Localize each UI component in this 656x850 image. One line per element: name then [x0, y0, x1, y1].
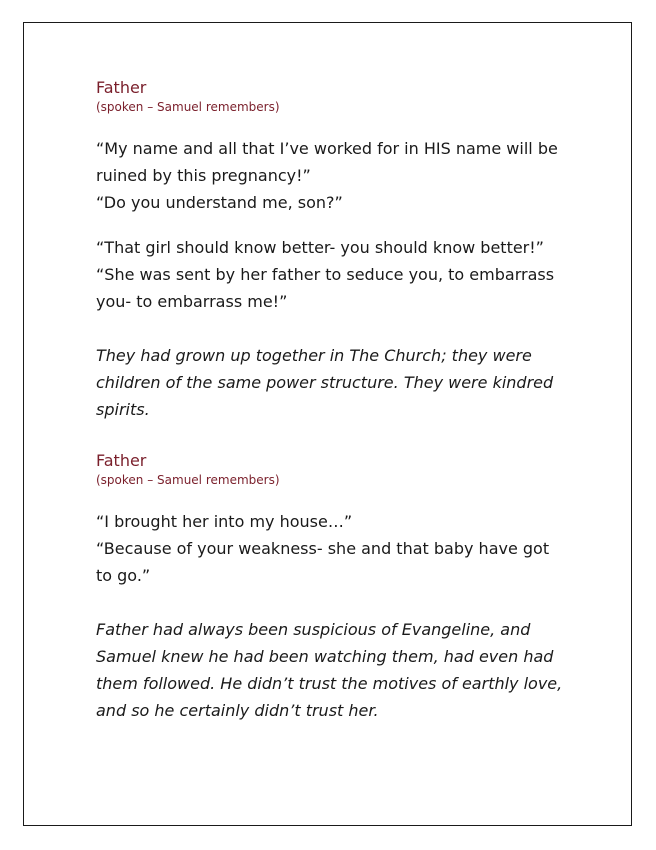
spacer	[96, 216, 576, 234]
dialogue-line: “Because of your weakness- she and that baby have got	[96, 539, 550, 558]
speaker-name: Father	[96, 78, 147, 97]
narration-line: Samuel knew he had been watching them, had even had	[96, 647, 554, 666]
dialogue-line: “Do you understand me, son?”	[96, 193, 343, 212]
dialogue-line: “My name and all that I’ve worked for in HIS name will be	[96, 139, 558, 158]
dialogue-line: “She was sent by her father to seduce you, to embarrass	[96, 265, 555, 284]
spacer	[96, 315, 576, 342]
dialogue-line: to go.”	[96, 566, 151, 585]
page-content	[96, 77, 576, 724]
dialogue-line: “That girl should know better- you should know better!”	[96, 238, 544, 257]
narration-line: them followed. He didn’t trust the motives of earthly love,	[96, 674, 563, 693]
dialogue-line: you- to embarrass me!”	[96, 292, 288, 311]
narration-line: and so he certainly didn’t trust her.	[96, 701, 379, 720]
dialogue-line: ruined by this pregnancy!”	[96, 166, 311, 185]
speaker-name: Father	[96, 451, 147, 470]
script-page	[23, 22, 632, 826]
stage-direction: (spoken – Samuel remembers)	[96, 100, 280, 114]
narration-line: spirits.	[96, 400, 150, 419]
dialogue-line: “I brought her into my house…”	[96, 512, 353, 531]
spacer	[96, 423, 576, 450]
spacer	[96, 589, 576, 616]
narration-line: They had grown up together in The Church; they were	[96, 346, 532, 365]
narration-line: Father had always been suspicious of Evangeline, and	[96, 620, 531, 639]
narration-line: children of the same power structure. They were kindred	[96, 373, 554, 392]
stage-direction: (spoken – Samuel remembers)	[96, 473, 280, 487]
